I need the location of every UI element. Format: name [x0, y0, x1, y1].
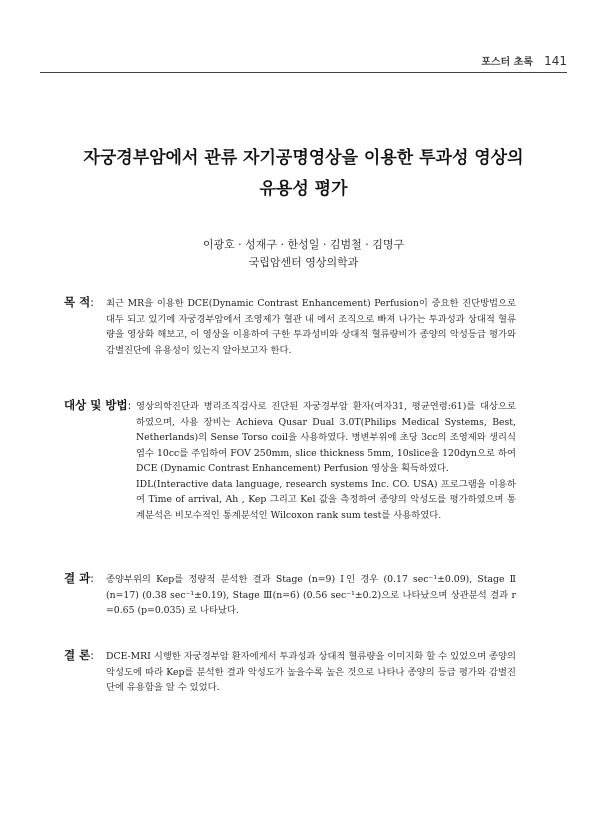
- title-line-2: 유용성 평가: [259, 179, 348, 199]
- results-label: 결 과: [64, 571, 91, 585]
- header-rule: [40, 72, 567, 73]
- author-names: 이광호 · 성재구 · 한성일 · 김범철 · 김명구: [202, 238, 405, 251]
- results-text: 종양부위의 Kep를 정량적 분석한 결과 Stage (n=9) Ⅰ인 경우 (0.17 sec⁻¹±0.09), Stage Ⅱ (n=17) (0.38 sec⁻¹±0.19), Stage Ⅲ(n=6) (0.56 sec⁻¹±0.2)으로 나타났으며 상관분석 결과 r =0.65 (p=0.035) 로 나타났다.: [106, 574, 516, 616]
- article-title: [40, 143, 567, 205]
- header-text: [481, 50, 567, 69]
- author-block: [40, 236, 567, 272]
- conclusion-heading: 결 론:: [64, 648, 94, 662]
- purpose-text: 최근 MR을 이용한 DCE(Dynamic Contrast Enhancement) Perfusion이 중요한 진단방법으로 대두 되고 있기에 자궁경부암에서 조영제가 혈관 내 에서 조직으로 빠져 나가는 투과성과 상대적 혈류량을 영상화 해보고, 이 영상을 이용하여 구한 투과성비와 상대적 혈류량비가 종양의 악성등급 평가와 감별진단에 유용성이 있는지 알아보고자 한다.: [106, 298, 516, 356]
- conclusion-label: 결 론: [64, 648, 91, 662]
- section-label: 포스터 초록: [481, 57, 533, 68]
- purpose-body: [106, 296, 516, 358]
- purpose-label: 목 적: [64, 295, 91, 309]
- page-header: [40, 50, 567, 74]
- methods-section: [64, 399, 516, 523]
- conclusion-body: [106, 649, 516, 696]
- results-body: [106, 572, 516, 619]
- methods-label: 대상 및 방법: [64, 398, 128, 412]
- methods-text-2: IDL(Interactive data language, research systems Inc. CO. USA) 프로그램을 이용하여 Time of arrival, Ah , Kep 그리고 Kel 값을 측정하여 종양의 악성도를 평가하였으며 통계분석은 비모수적인 통계분석인 Wilcoxon rank sum test를 사용하였다.: [136, 478, 516, 521]
- methods-text-1: 영상의학진단과 병리조직검사로 진단된 자궁경부암 환자(여자31, 평균연령:61)를 대상으로 하였으며, 사용 장비는 Achieva Qusar Dual 3.0T(Philips Medical Systems, Best, Netherlands)의 Sense Torso coil을 사용하였다. 병변부위에 초당 3cc의 조영제와 생리식염수 10cc를 주입하여 FOV 250mm, slice thickness 5mm, 10slice을 120dyn으로 하여 DCE (Dynamic Contrast Enhancement) Perfusion 영상을 획득하였다.: [136, 401, 516, 474]
- author-affiliation: 국립암센터 영상의학과: [248, 256, 359, 269]
- methods-body: [136, 399, 516, 523]
- methods-heading: 대상 및 방법:: [64, 398, 132, 412]
- results-heading: 결 과:: [64, 571, 94, 585]
- conclusion-section: [64, 649, 516, 696]
- page-number: 141: [544, 54, 567, 68]
- results-section: [64, 572, 516, 619]
- purpose-heading: 목 적:: [64, 295, 94, 309]
- purpose-section: [64, 296, 516, 358]
- title-line-1: 자궁경부암에서 관류 자기공명영상을 이용한 투과성 영상의: [83, 148, 524, 168]
- conclusion-text: DCE-MRI 시행한 자궁경부암 환자에게서 투과성과 상대적 혈류량을 이미지화 할 수 있었으며 종양의 악성도에 따라 Kep를 분석한 결과 악성도가 높을수록 높은 것으로 나타나 종양의 등급 평가와 감별진단에 유용함을 알 수 있었다.: [106, 651, 516, 693]
